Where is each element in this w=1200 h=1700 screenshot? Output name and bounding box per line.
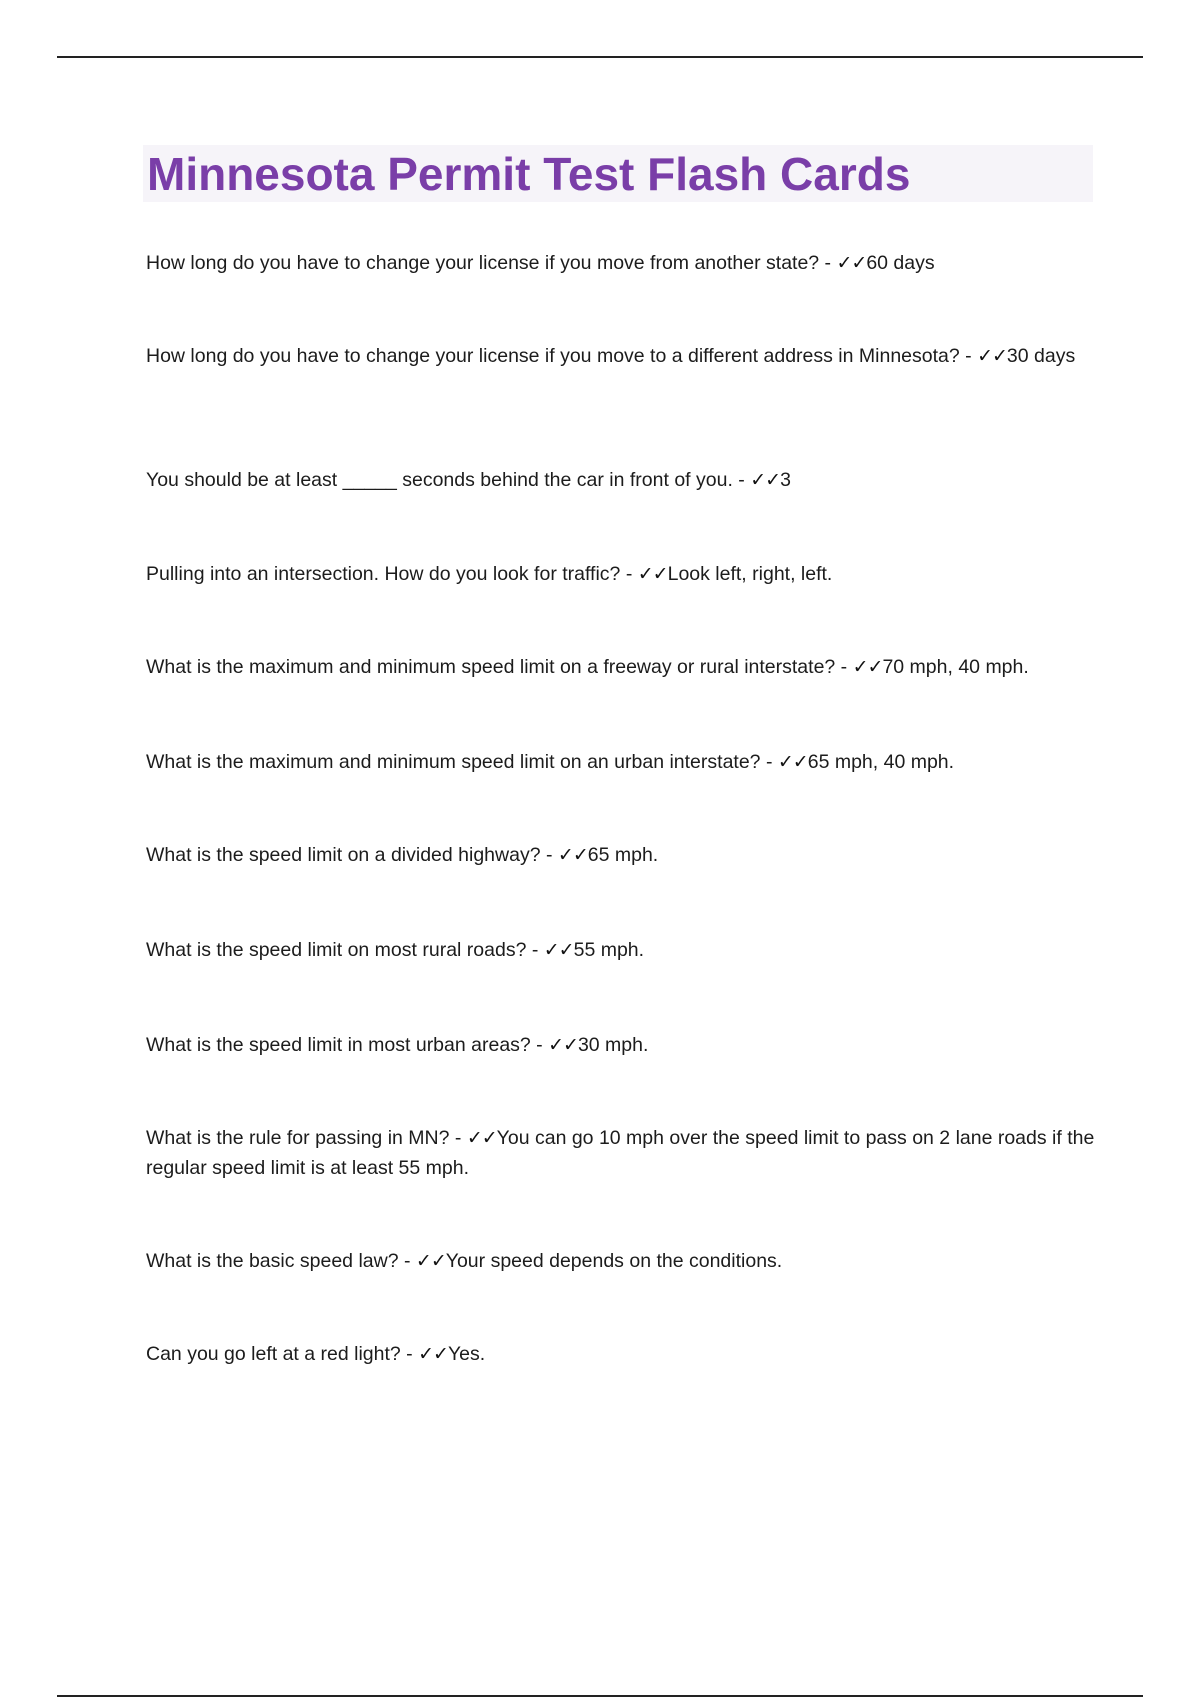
card-question: You should be at least _____ seconds behind the car in front of you. [146, 469, 733, 491]
card-answer: 60 days [866, 252, 935, 274]
card-question: How long do you have to change your license if you move from another state? [146, 252, 820, 274]
card-separator: - [400, 1343, 419, 1365]
double-check-icon: ✓✓ [557, 844, 588, 866]
card-separator: - [760, 751, 778, 773]
card-separator: - [835, 656, 853, 678]
card-answer: 70 mph, 40 mph. [882, 656, 1029, 678]
flash-card [146, 1030, 1096, 1060]
card-answer: 65 mph. [587, 844, 659, 866]
card-answer: 30 days [1006, 345, 1076, 367]
card-answer: 30 mph. [577, 1034, 649, 1056]
card-separator: - [540, 844, 558, 866]
card-answer: Yes. [447, 1343, 486, 1365]
card-question: How long do you have to change your license if you move to a different address in Minnesota? [146, 345, 960, 367]
flash-card [146, 1123, 1096, 1183]
flash-card [146, 747, 1096, 777]
card-separator: - [732, 469, 751, 491]
card-separator: - [819, 252, 837, 274]
flash-card [146, 935, 1096, 965]
page-title: Minnesota Permit Test Flash Cards [147, 148, 911, 200]
double-check-icon: ✓✓ [852, 656, 883, 678]
card-separator: - [959, 345, 978, 367]
card-answer: Your speed depends on the conditions. [445, 1250, 783, 1272]
double-check-icon: ✓✓ [637, 563, 668, 585]
card-question: Pulling into an intersection. How do you look for traffic? [146, 563, 621, 585]
flash-card [146, 341, 1096, 371]
card-question: What is the speed limit in most urban areas? [146, 1034, 531, 1056]
card-answer: 65 mph, 40 mph. [807, 751, 955, 773]
card-question: What is the speed limit on most rural roads? [146, 939, 527, 961]
double-check-icon: ✓✓ [415, 1250, 446, 1272]
flash-card [146, 1246, 1096, 1276]
card-separator: - [526, 939, 544, 961]
top-rule [57, 56, 1143, 58]
card-separator: - [530, 1034, 549, 1056]
double-check-icon: ✓✓ [977, 345, 1007, 367]
card-question: What is the maximum and minimum speed limit on a freeway or rural interstate? [146, 656, 836, 678]
double-check-icon: ✓✓ [418, 1343, 448, 1365]
card-separator: - [620, 563, 638, 585]
bottom-rule [57, 1695, 1143, 1697]
double-check-icon: ✓✓ [777, 751, 808, 773]
flash-card [146, 1339, 1096, 1369]
card-separator: - [398, 1250, 416, 1272]
flash-card [146, 652, 1096, 682]
double-check-icon: ✓✓ [548, 1034, 578, 1056]
card-question: What is the speed limit on a divided highway? [146, 844, 541, 866]
card-question: What is the rule for passing in MN? [146, 1127, 450, 1149]
card-separator: - [449, 1127, 467, 1149]
double-check-icon: ✓✓ [836, 252, 867, 274]
flash-card [146, 559, 1096, 589]
double-check-icon: ✓✓ [750, 469, 781, 491]
card-question: What is the maximum and minimum speed limit on an urban interstate? [146, 751, 761, 773]
flash-card [146, 840, 1096, 870]
flash-card [146, 465, 1096, 495]
flash-card [146, 248, 1096, 278]
double-check-icon: ✓✓ [543, 939, 574, 961]
card-answer: Look left, right, left. [667, 563, 833, 585]
card-answer: You can go 10 mph over the speed limit to pass on 2 lane roads if the regular speed limit is at least 55 mph. [146, 1127, 1095, 1179]
card-answer: 3 [780, 469, 791, 491]
card-question: What is the basic speed law? [146, 1250, 399, 1272]
card-question: Can you go left at a red light? [146, 1343, 401, 1365]
card-answer: 55 mph. [573, 939, 645, 961]
double-check-icon: ✓✓ [466, 1127, 497, 1149]
